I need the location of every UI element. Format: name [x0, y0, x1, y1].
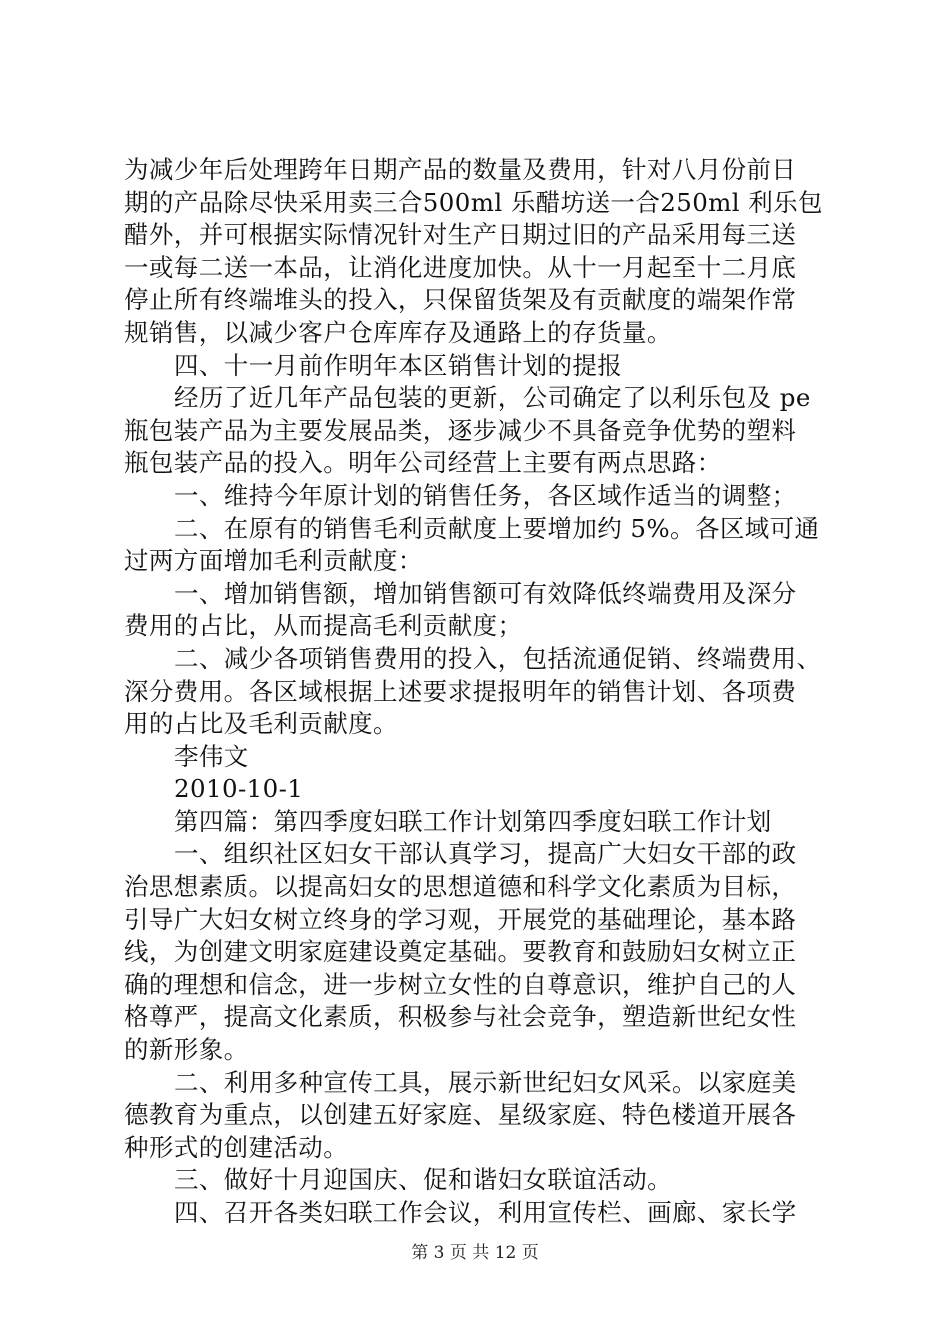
text-line: 经历了近几年产品包装的更新，公司确定了以利乐包及 pe [174, 383, 811, 413]
text-line: 为减少年后处理跨年日期产品的数量及费用，针对八月份前日 [124, 155, 797, 184]
text-line: 一、维持今年原计划的销售任务，各区域作适当的调整； [174, 480, 797, 510]
text-line: 过两方面增加毛利贡献度： [124, 546, 423, 576]
text-line: 停止所有终端堆头的投入，只保留货架及有贡献度的端架作常 [124, 285, 797, 315]
document-body [124, 154, 832, 1230]
text-line: 规销售，以减少客户仓库库存及通路上的存货量。 [124, 317, 672, 347]
text-line: 德教育为重点，以创建五好家庭、星级家庭、特色楼道开展各 [124, 1100, 797, 1130]
text-line: 醋外，并可根据实际情况针对生产日期过旧的产品采用每三送 [124, 220, 797, 250]
text-line: 三、做好十月迎国庆、促和谐妇女联谊活动。 [174, 1165, 672, 1195]
text-line: 用的占比及毛利贡献度。 [124, 709, 398, 739]
text-line: 二、利用多种宣传工具，展示新世纪妇女风采。以家庭美 [174, 1067, 797, 1097]
text-line: 一、组织社区妇女干部认真学习，提高广大妇女干部的政 [174, 839, 797, 869]
text-line: 种形式的创建活动。 [124, 1132, 349, 1162]
text-line: 深分费用。各区域根据上述要求提报明年的销售计划、各项费 [124, 676, 797, 706]
text-line: 费用的占比，从而提高毛利贡献度； [124, 611, 523, 641]
text-line: 确的理想和信念，进一步树立女性的自尊意识，维护自己的人 [124, 969, 797, 999]
text-line: 一、增加销售额，增加销售额可有效降低终端费用及深分 [174, 578, 797, 608]
text-line: 的新形象。 [124, 1035, 249, 1065]
text-line: 治思想素质。以提高妇女的思想道德和科学文化素质为目标， [124, 872, 797, 902]
text-line: 李伟文 [174, 741, 249, 771]
text-line: 第四篇：第四季度妇联工作计划第四季度妇联工作计划 [174, 806, 772, 836]
text-line: 瓶包装产品的投入。明年公司经营上主要有两点思路： [124, 448, 722, 478]
text-line: 格尊严，提高文化素质，积极参与社会竞争，塑造新世纪女性 [124, 1002, 797, 1032]
text-line: 四、十一月前作明年本区销售计划的提报 [174, 350, 623, 380]
text-line: 二、在原有的销售毛利贡献度上要增加约 5%。各区域可通 [174, 513, 820, 543]
text-line: 瓶包装产品为主要发展品类，逐步减少不具备竞争优势的塑料 [124, 415, 797, 445]
text-line: 线，为创建文明家庭建设奠定基础。要教育和鼓励妇女树立正 [124, 937, 797, 967]
text-line: 期的产品除尽快采用卖三合500ml 乐醋坊送一合250ml 利乐包 [124, 187, 823, 217]
text-line: 2010-10-1 [174, 774, 304, 804]
text-line: 引导广大妇女树立终身的学习观，开展党的基础理论，基本路 [124, 904, 797, 934]
text-line: 二、减少各项销售费用的投入，包括流通促销、终端费用、 [174, 643, 822, 673]
text-line: 四、召开各类妇联工作会议，利用宣传栏、画廊、家长学 [174, 1198, 797, 1227]
text-line: 一或每二送一本品，让消化进度加快。从十一月起至十二月底 [124, 252, 797, 282]
page-footer: 第 3 页 共 12 页 [411, 1243, 539, 1263]
